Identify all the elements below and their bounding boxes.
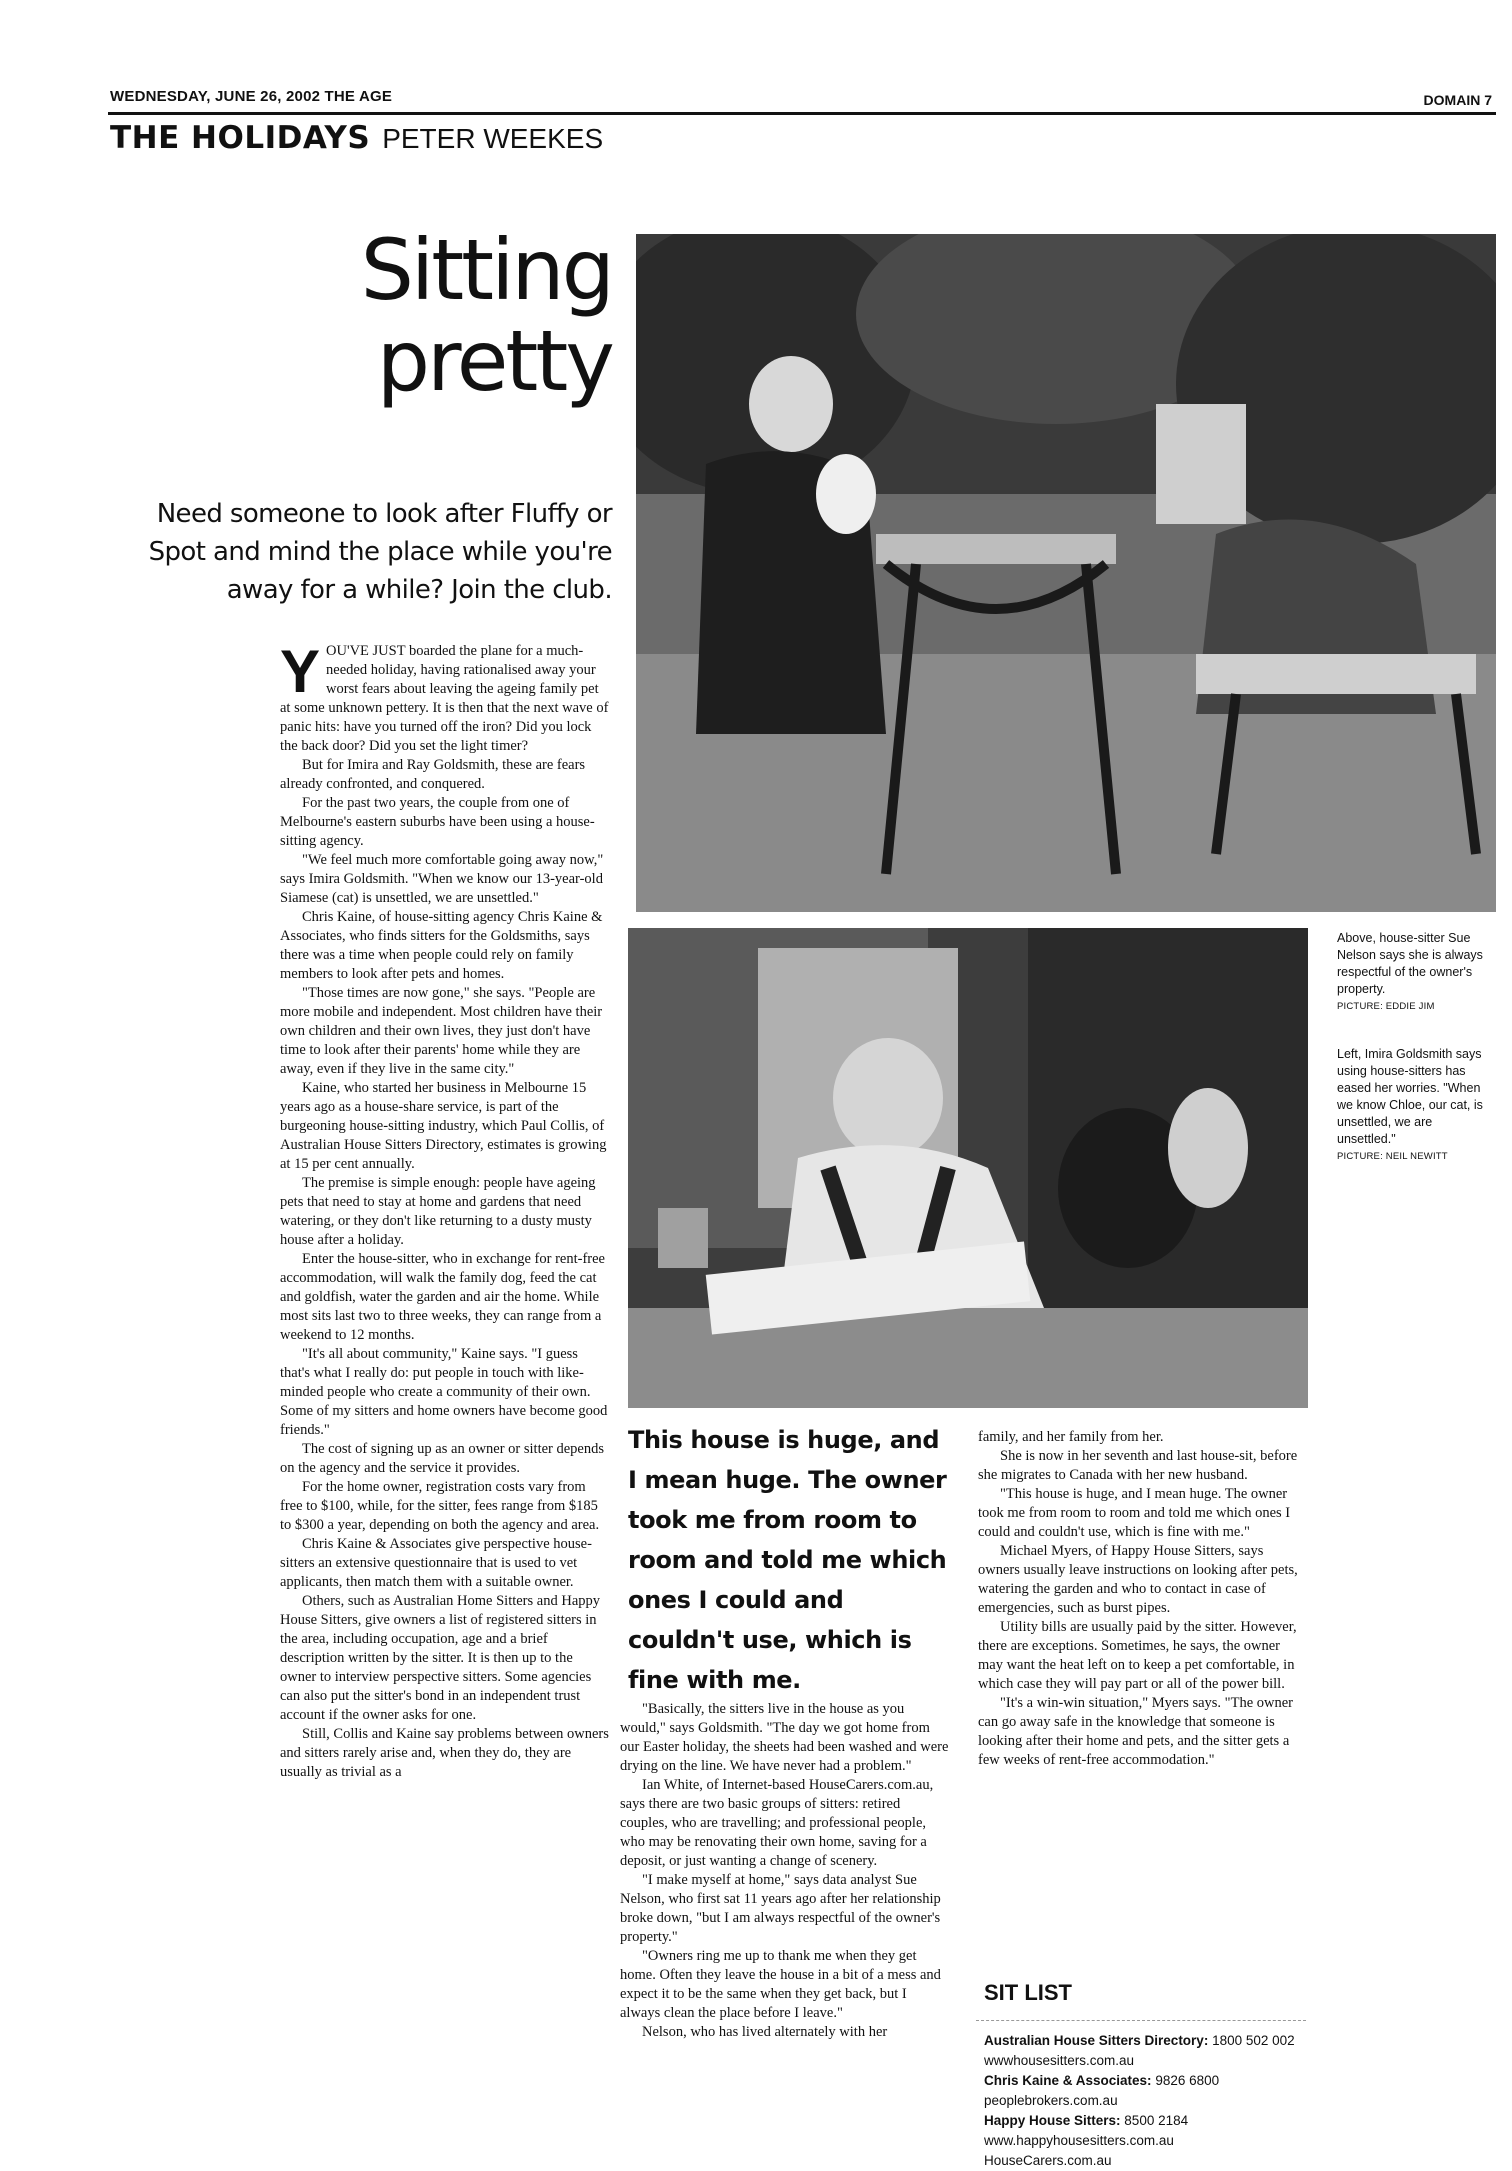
body-paragraph: "I make myself at home," says data analyst Sue Nelson, who first sat 11 years ago after her relationship broke down, "but I am always respectful of the owner's property." <box>620 1872 941 1945</box>
sit-list-item-name: Chris Kaine & Associates: <box>984 2073 1152 2088</box>
body-paragraph: Kaine, who started her business in Melbourne 15 years ago as a house-share service, is part of the burgeoning house-sitting industry, which Paul Collis, of Australian House Sitters Directory, estimates is growing at 15 per cent annually. <box>280 1080 607 1172</box>
sit-list-item <box>976 2111 1306 2131</box>
sit-list-item <box>976 2131 1306 2151</box>
sit-list-item-detail: HouseCarers.com.au <box>984 2153 1112 2168</box>
body-paragraph: Chris Kaine, of house-sitting agency Chris Kaine & Associates, who finds sitters for the Goldsmiths, says there was a time when people could rely on family members to look after pets and homes. <box>280 909 603 982</box>
body-paragraph: The premise is simple enough: people have ageing pets that need to stay at home and gardens that need watering, or they don't like returning to a dusty musty house after a holiday. <box>280 1175 596 1248</box>
lead-text: OU'VE JUST boarded the plane for a much-needed holiday, having rationalised away your worst fears about leaving the ageing family pet at some unknown pettery. It is then that the next wave of panic hits: have you turned off the iron? Did you lock the back door? Did you set the light timer? <box>280 643 609 754</box>
sit-list-item <box>976 2091 1306 2111</box>
body-paragraph: For the home owner, registration costs vary from free to $100, while, for the sitter, fees range from $185 to $300 a year, depending on both the agency and area. <box>280 1479 600 1533</box>
caption-above-credit: PICTURE: EDDIE JIM <box>1337 1001 1435 1012</box>
body-paragraph: "We feel much more comfortable going away now," says Imira Goldsmith. "When we know our 13-year-old Siamese (cat) is unsettled, we are unsettled." <box>280 852 604 906</box>
section-name: THE HOLIDAYS <box>110 120 371 156</box>
body-paragraph: But for Imira and Ray Goldsmith, these are fears already confronted, and conquered. <box>280 757 586 792</box>
body-paragraph: "Owners ring me up to thank me when they get home. Often they leave the house in a bit of a mess and expect it to be the same when they get back, but I always clean the place before I leave." <box>620 1948 941 2021</box>
body-paragraph: For the past two years, the couple from one of Melbourne's eastern suburbs have been using a house-sitting agency. <box>280 795 595 849</box>
lead-paragraph <box>280 642 610 756</box>
sit-list-item <box>976 2151 1306 2171</box>
body-paragraph: She is now in her seventh and last house-sit, before she migrates to Canada with her new husband. <box>978 1448 1298 1483</box>
article-column-1 <box>280 642 610 2164</box>
caption-photo-left <box>1337 1046 1485 1165</box>
standfirst: Need someone to look after Fluffy or Spot and mind the place while you're away for a while? Join the club. <box>148 499 612 605</box>
drop-cap: Y <box>280 642 321 705</box>
body-paragraph: Ian White, of Internet-based HouseCarers.com.au, says there are two basic groups of sitters: retired couples, who are travelling; and professional people, who may be renovating their own home, saving for a deposit, or just wanting a change of scenery. <box>620 1777 934 1869</box>
masthead-rule <box>108 112 1496 115</box>
body-paragraph: "It's a win-win situation," Myers says. "The owner can go away safe in the knowledge that someone is looking after their home and pets, and the sitter gets a few weeks of rent-free accommodation." <box>978 1695 1294 1768</box>
pull-quote: This house is huge, and I mean huge. The owner took me from room to room and told me which ones I could and couldn't use, which is fine with me. <box>628 1426 947 1694</box>
caption-above-text: Above, house-sitter Sue Nelson says she is always respectful of the owner's property. <box>1337 931 1483 996</box>
sit-list-item-detail: 9826 6800 <box>1155 2073 1220 2088</box>
headline-line-2: pretty <box>376 312 612 410</box>
photo-garden-image <box>636 234 1496 912</box>
photo-garden-house-sitter <box>636 234 1496 912</box>
headline <box>240 221 612 410</box>
body-paragraph: The cost of signing up as an owner or sitter depends on the agency and the service it provides. <box>280 1441 605 1476</box>
body-paragraph: "This house is huge, and I mean huge. The owner took me from room to room and told me which ones I could and couldn't use, which is fine with me." <box>978 1486 1291 1540</box>
sit-list-box <box>976 1962 1306 2168</box>
body-paragraph: family, and her family from her. <box>978 1429 1164 1445</box>
author-name: PETER WEEKES <box>382 123 604 154</box>
sit-list-item <box>976 2031 1306 2071</box>
body-paragraph: Chris Kaine & Associates give perspective house-sitters an extensive questionnaire that is used to vet applicants, then match them with a suitable owner. <box>280 1536 592 1590</box>
sit-list-item-detail: 1800 502 002 wwwhousesitters.com.au <box>984 2033 1295 2068</box>
headline-line-1: Sitting <box>360 221 612 319</box>
sit-list-item-detail: 8500 2184 <box>1124 2113 1189 2128</box>
caption-left-credit: PICTURE: NEIL NEWITT <box>1337 1151 1448 1162</box>
sit-list-item <box>976 2071 1306 2091</box>
article-column-2 <box>620 1700 950 2164</box>
sit-list-item-name: Australian House Sitters Directory: <box>984 2033 1209 2048</box>
sit-list-item-detail: peoplebrokers.com.au <box>984 2093 1118 2108</box>
body-paragraph: "Those times are now gone," she says. "People are more mobile and independent. Most children have their own children and their own lives, they just don't have time to look after their parents' home while they are away, even if they live in the same city." <box>280 985 603 1077</box>
caption-photo-above <box>1337 930 1485 1015</box>
body-paragraph: "Basically, the sitters live in the house as you would," says Goldsmith. "The day we got home from our Easter holiday, the sheets had been washed and were drying on the line. We have never had a problem." <box>620 1701 949 1774</box>
sit-list-title: SIT LIST <box>976 1962 1306 2021</box>
body-paragraph: Nelson, who has lived alternately with her <box>642 2024 888 2040</box>
body-paragraph: Utility bills are usually paid by the sitter. However, there are exceptions. Sometimes, he says, the owner may want the heat left on to keep a pet comfortable, in which case they will pay part or all of the power bill. <box>978 1619 1297 1692</box>
masthead-date-line: WEDNESDAY, JUNE 26, 2002 THE AGE <box>110 88 393 105</box>
section-heading <box>110 120 603 156</box>
sit-list-item-name: Happy House Sitters: <box>984 2113 1121 2128</box>
photo-cat-image <box>628 928 1308 1408</box>
masthead-page-number: DOMAIN 7 <box>1423 92 1492 108</box>
sit-list-item-detail: www.happyhousesitters.com.au <box>984 2133 1174 2148</box>
article-column-3 <box>978 1428 1304 1924</box>
body-paragraph: Others, such as Australian Home Sitters and Happy House Sitters, give owners a list of registered sitters in the area, including occupation, age and a brief description written by the sitter. It is then up to the owner to interview perspective sitters. Some agencies can also put the sitter's bond in an independent trust account if the owner asks for one. <box>280 1593 601 1723</box>
photo-woman-with-cat <box>628 928 1308 1408</box>
body-paragraph: Still, Collis and Kaine say problems between owners and sitters rarely arise and, when they do, they are usually as trivial as a <box>280 1726 609 1780</box>
body-paragraph: "It's all about community," Kaine says. "I guess that's what I really do: put people in touch with like-minded people who create a community of their own. Some of my sitters and home owners have become good friends." <box>280 1346 608 1438</box>
caption-left-text: Left, Imira Goldsmith says using house-sitters has eased her worries. "When we know Chloe, our cat, is unsettled, we are unsettled." <box>1337 1047 1483 1146</box>
body-paragraph: Michael Myers, of Happy House Sitters, says owners usually leave instructions on looking after pets, watering the garden and who to contact in case of emergencies, such as burst pipes. <box>978 1543 1298 1616</box>
body-paragraph: Enter the house-sitter, who in exchange for rent-free accommodation, will walk the family dog, feed the cat and goldfish, water the garden and air the home. While most sits last two to three weeks, they can range from a weekend to 12 months. <box>280 1251 605 1343</box>
